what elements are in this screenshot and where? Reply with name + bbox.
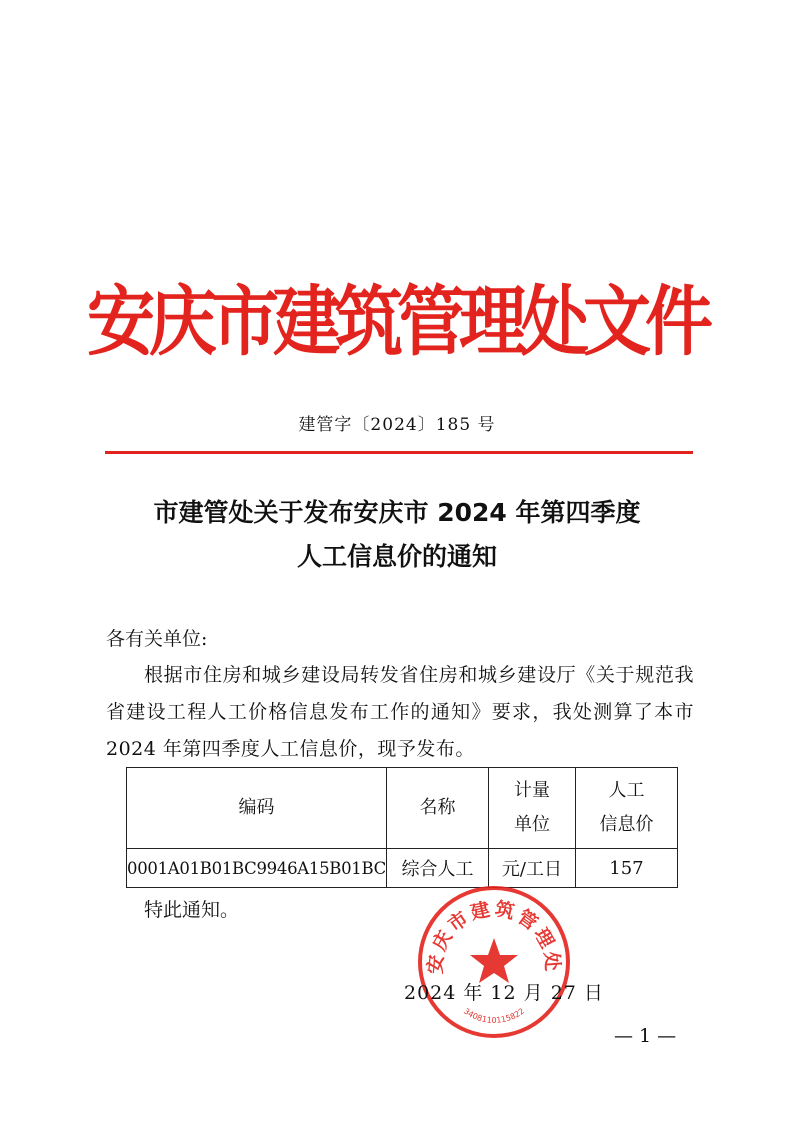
issuing-authority-title: 安庆市建筑管理处文件 (86, 277, 707, 367)
official-seal-icon (414, 882, 574, 1042)
page-number: — 1 — (614, 1025, 677, 1047)
issue-date: 2024 年 12 月 27 日 (404, 982, 604, 1004)
table-row (127, 849, 678, 888)
header-name: 名称 (386, 768, 488, 849)
header-price-line2: 信息价 (599, 814, 654, 835)
seal-serial: 3408110115822 (461, 1006, 527, 1025)
cell-code: 0001A01B01BC9946A15B01BC (127, 849, 387, 888)
table-header-row (127, 768, 678, 849)
document-number: 建管字〔2024〕185 号 (298, 415, 496, 435)
header-price (575, 768, 677, 849)
seal-arc-text: 安庆市建筑管理处 (424, 897, 564, 975)
header-code: 编码 (127, 768, 387, 849)
body-paragraph: 根据市住房和城乡建设局转发省住房和城乡建设厅《关于规范我省建设工程人工价格信息发布工作的通知》要求，我处测算了本市 2024 年第四季度人工信息价，现予发布。 (106, 664, 694, 760)
price-table (126, 767, 678, 888)
notice-title-line2: 人工信息价的通知 (296, 542, 497, 571)
header-unit-line2: 单位 (513, 814, 550, 835)
cell-unit: 元/工日 (488, 849, 575, 888)
header-price-line1: 人工 (608, 780, 645, 801)
closing-remark: 特此通知。 (144, 899, 240, 921)
notice-title-line1: 市建管处关于发布安庆市 2024 年第四季度 (153, 498, 641, 527)
svg-text:3408110115822 (462, 1007, 526, 1025)
header-unit (488, 768, 575, 849)
cell-name: 综合人工 (386, 849, 488, 888)
red-divider (105, 451, 693, 454)
header-unit-line1: 计量 (513, 780, 550, 801)
salutation: 各有关单位: (106, 628, 208, 650)
cell-price: 157 (575, 849, 677, 888)
